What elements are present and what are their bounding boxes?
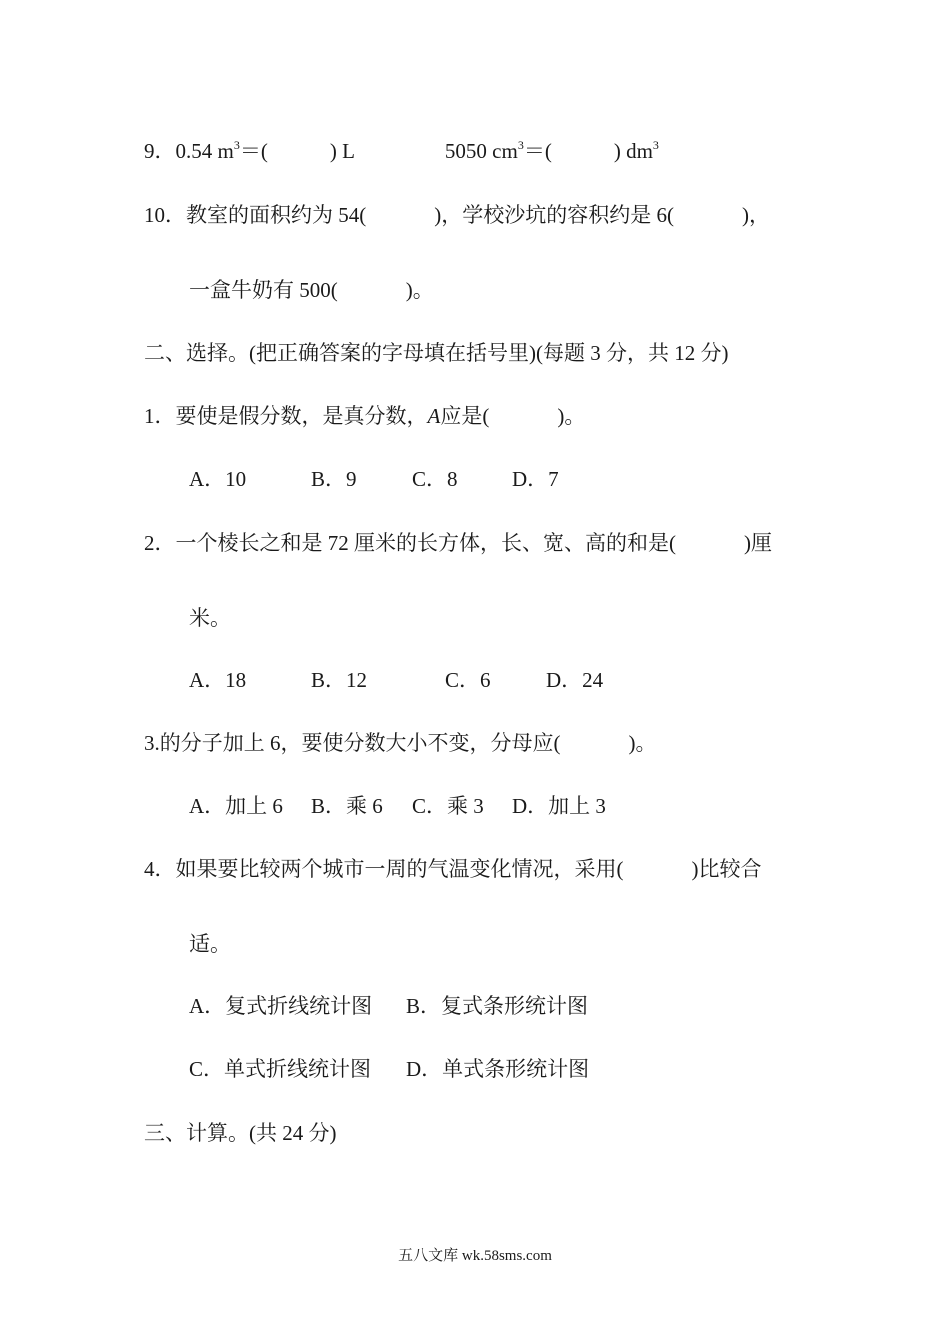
c2-opt-d: D．24 (546, 668, 604, 692)
q10-part1: 教室的面积约为 54( (186, 203, 367, 227)
q9-close2: ) dm (613, 139, 653, 163)
q9-sup1: 3 (233, 138, 240, 152)
c1-var: A (427, 404, 441, 428)
q9-eq2: ＝( (523, 139, 552, 163)
c4-stem (144, 855, 762, 883)
q10-line1 (144, 201, 770, 229)
c2-stem-b: )厘 (744, 531, 772, 555)
c4-opt-d: D．单式条形统计图 (406, 1057, 590, 1081)
c1-stem (144, 402, 585, 430)
c2-stem (144, 529, 772, 557)
c3-stem-a: 3.的分子加上 6，要使分数大小不变，分母应( (144, 731, 561, 755)
c4-opt-b: B．复式条形统计图 (406, 994, 589, 1018)
c2-opt-b: B．12 (311, 668, 368, 692)
c1-stem-b: 应是( (440, 404, 490, 428)
q10-line2b: )。 (405, 278, 434, 302)
c3-opt-b: B．乘 6 (311, 794, 383, 818)
c2-stem-c: 米。 (189, 606, 231, 630)
q9-number: 9． (144, 139, 176, 163)
section2-title: 二、选择。(把正确答案的字母填在括号里)(每题 3 分，共 12 分) (144, 341, 729, 365)
c3-opt-c: C．乘 3 (412, 794, 484, 818)
c3-opt-d: D．加上 3 (512, 794, 606, 818)
footer-watermark: 五八文库 wk.58sms.com (398, 1248, 552, 1264)
q9-close1: ) L (329, 139, 355, 163)
q10-part3: )， (742, 203, 770, 227)
q9-expr2: 5050 cm (444, 139, 518, 163)
q9-eq1: ＝( (239, 139, 268, 163)
c1-opt-c: C．8 (412, 467, 458, 491)
q9-sup3: 3 (652, 138, 659, 152)
c3-opt-a: A．加上 6 (189, 794, 283, 818)
c4-stem-a: 4．如果要比较两个城市一周的气温变化情况，采用( (144, 857, 624, 881)
c2-stem-a: 2．一个棱长之和是 72 厘米的长方体，长、宽、高的和是( (144, 531, 676, 555)
c3-stem-b: )。 (628, 731, 657, 755)
q9-expr1: 0.54 m (175, 139, 234, 163)
q10-line2 (189, 276, 434, 304)
q9-line (144, 137, 659, 165)
c4-opt-a: A．复式折线统计图 (189, 994, 373, 1018)
c1-stem-c: )。 (557, 404, 586, 428)
section3-title: 三、计算。(共 24 分) (144, 1121, 337, 1145)
c2-opt-c: C．6 (445, 668, 491, 692)
c1-opt-d: D．7 (512, 467, 559, 491)
c1-opt-a: A．10 (189, 467, 247, 491)
c1-opt-b: B．9 (311, 467, 357, 491)
q9-sup2: 3 (517, 138, 524, 152)
c1-stem-a: 1．要使是假分数，是真分数， (144, 404, 428, 428)
q10-line2a: 一盒牛奶有 500( (189, 278, 338, 302)
c4-stem-b: )比较合 (691, 857, 762, 881)
c4-stem-c: 适。 (189, 932, 231, 956)
c3-stem (144, 729, 657, 757)
c2-opt-a: A．18 (189, 668, 247, 692)
c4-opt-c: C．单式折线统计图 (189, 1057, 372, 1081)
q10-part2: )，学校沙坑的容积约是 6( (434, 203, 674, 227)
q10-number: 10． (144, 203, 186, 227)
